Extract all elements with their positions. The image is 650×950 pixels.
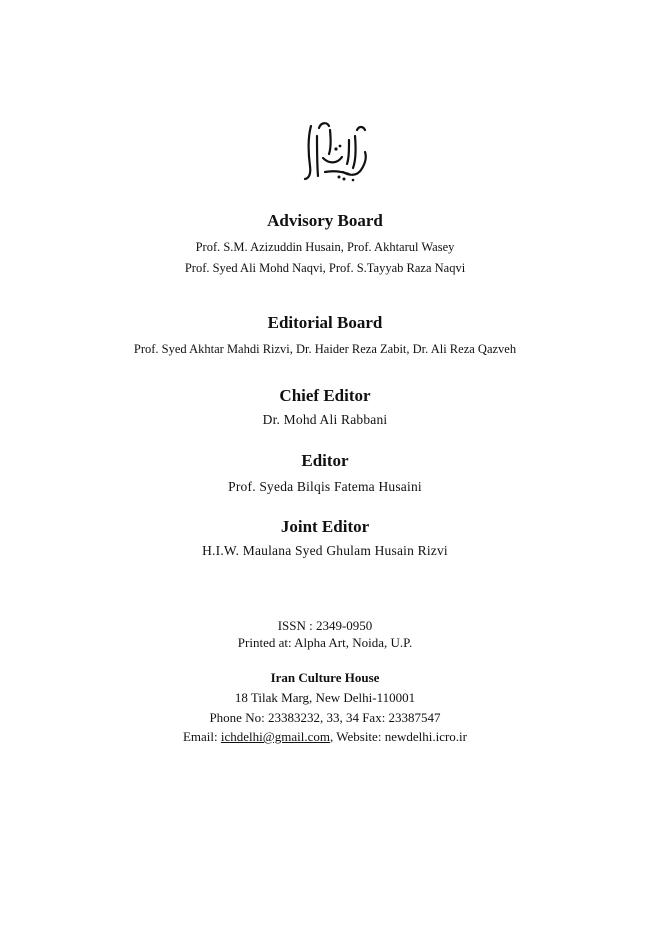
- email-link[interactable]: ichdelhi@gmail.com: [220, 729, 330, 744]
- joint-editor-heading: Joint Editor: [280, 517, 370, 536]
- website-separator: , Website:: [330, 729, 385, 744]
- editor-heading: Editor: [301, 451, 349, 470]
- printed-at: Printed at: Alpha Art, Noida, U.P.: [237, 635, 413, 650]
- editorial-board-members: Prof. Syed Akhtar Mahdi Rizvi, Dr. Haider Reza Zabit, Dr. Ali Reza Qazveh: [133, 342, 517, 356]
- phone-fax: Phone No: 23383232, 33, 34 Fax: 23387547: [209, 710, 441, 725]
- editorial-board-heading: Editorial Board: [267, 313, 383, 332]
- calligraphy-logo: [295, 118, 379, 188]
- editor-name: Prof. Syeda Bilqis Fatema Husaini: [228, 479, 422, 494]
- joint-editor-name: H.I.W. Maulana Syed Ghulam Husain Rizvi: [202, 543, 448, 558]
- email-website-line: [0, 729, 650, 745]
- org-name: Iran Culture House: [270, 670, 380, 685]
- chief-editor-heading: Chief Editor: [279, 386, 371, 405]
- email-label: Email:: [182, 729, 221, 744]
- address: 18 Tilak Marg, New Delhi-110001: [234, 690, 416, 705]
- advisory-board-line-1: Prof. S.M. Azizuddin Husain, Prof. Akhtarul Wasey: [195, 240, 455, 254]
- advisory-board-heading: Advisory Board: [267, 211, 383, 230]
- issn: ISSN : 2349-0950: [277, 618, 373, 633]
- website-link[interactable]: newdelhi.icro.ir: [384, 729, 467, 744]
- chief-editor-name: Dr. Mohd Ali Rabbani: [262, 412, 388, 427]
- advisory-board-line-2: Prof. Syed Ali Mohd Naqvi, Prof. S.Tayyab Raza Naqvi: [184, 261, 466, 275]
